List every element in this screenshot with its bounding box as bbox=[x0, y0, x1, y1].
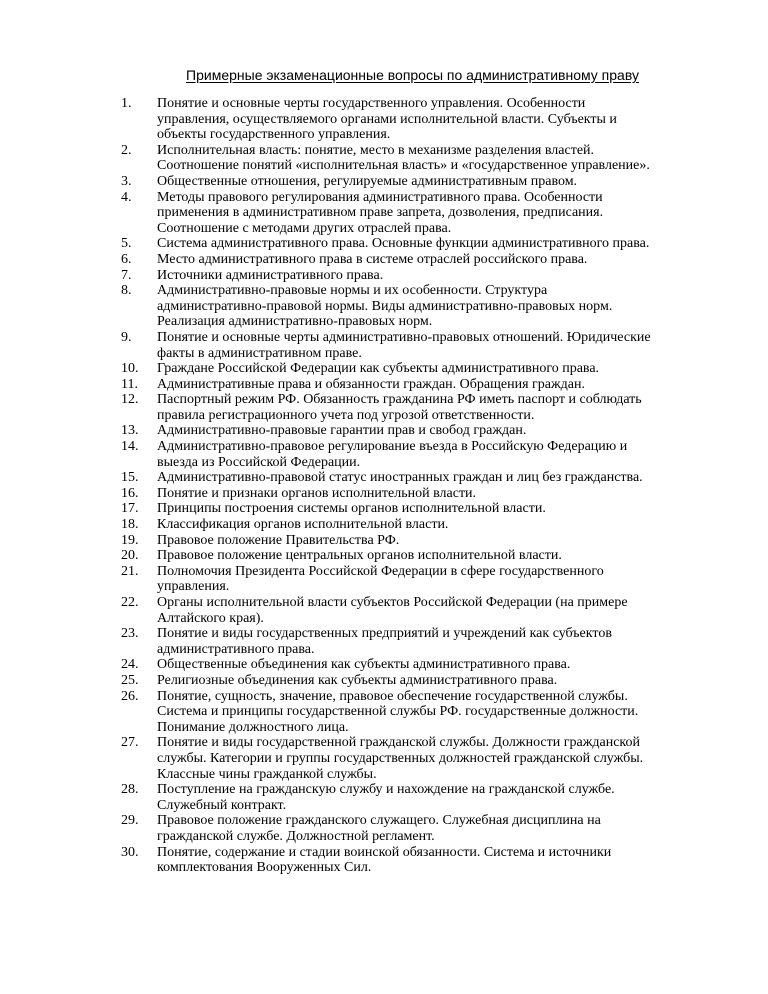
question-item bbox=[121, 533, 711, 549]
question-item bbox=[121, 689, 711, 736]
question-item bbox=[121, 143, 711, 174]
question-number: 11. bbox=[121, 376, 138, 392]
question-item bbox=[121, 486, 711, 502]
question-number: 15. bbox=[121, 470, 139, 486]
question-number: 6. bbox=[121, 251, 132, 267]
question-item bbox=[121, 174, 711, 190]
question-text: Паспортный режим РФ. Обязанность гражданина РФ иметь паспорт и соблюдать правила регистрационного учета под угрозой ответственности. bbox=[157, 392, 642, 423]
question-text: Принципы построения системы органов исполнительной власти. bbox=[157, 501, 546, 517]
question-item bbox=[121, 548, 711, 564]
document-title: Примерные экзаменационные вопросы по административному праву bbox=[186, 67, 639, 83]
question-text: Исполнительная власть: понятие, место в механизме разделения властей. Соотношение понятий «исполнительная власть» и «государственное управление». bbox=[157, 142, 650, 174]
question-text: Поступление на гражданскую службу и нахождение на гражданской службе. Служебный контракт. bbox=[157, 782, 615, 813]
question-number: 17. bbox=[121, 501, 139, 517]
question-item bbox=[121, 268, 711, 284]
question-text: Место административного права в системе отраслей российского права. bbox=[157, 251, 588, 267]
question-text: Органы исполнительной власти субъектов Российской Федерации (на примере Алтайского края). bbox=[157, 595, 628, 626]
question-text: Понятие и признаки органов исполнительной власти. bbox=[157, 485, 477, 501]
question-text: Методы правового регулирования административного права. Особенности применения в административном праве запрета, дозволения, предписания. Соотношение с методами других отраслей права. bbox=[157, 189, 604, 236]
question-item bbox=[121, 813, 711, 844]
question-number: 29. bbox=[121, 813, 139, 829]
question-item bbox=[121, 392, 711, 423]
question-text: Понятие и виды государственной гражданской службы. Должности гражданской службы. Категории и группы государственных должностей гражданской службы. Классные чины гражданкой службы. bbox=[157, 735, 644, 782]
question-text: Правовое положение Правительства РФ. bbox=[157, 532, 400, 548]
question-text: Понятие и основные черты государственного управления. Особенности управления, осуществляемого органами исполнительной власти. Субъекты и объекты государственного управления. bbox=[157, 96, 617, 143]
question-item bbox=[121, 439, 711, 470]
question-item bbox=[121, 517, 711, 533]
question-text: Общественные объединения как субъекты административного права. bbox=[157, 657, 571, 673]
question-text: Административно-правовые гарантии прав и свобод граждан. bbox=[157, 423, 527, 439]
question-item bbox=[121, 735, 711, 782]
question-text: Административно-правовой статус иностранных граждан и лиц без гражданства. bbox=[157, 470, 643, 486]
question-item bbox=[121, 377, 711, 393]
question-number: 14. bbox=[121, 439, 139, 455]
question-text: Административно-правовое регулирование въезда в Российскую Федерацию и выезда из Российской Федерации. bbox=[157, 439, 628, 470]
question-text: Религиозные объединения как субъекты административного права. bbox=[157, 672, 558, 688]
question-number: 1. bbox=[121, 96, 132, 111]
question-item bbox=[121, 252, 711, 268]
question-number: 7. bbox=[121, 267, 132, 283]
question-item bbox=[121, 190, 711, 237]
question-item bbox=[121, 330, 711, 361]
question-text: Источники административного права. bbox=[157, 267, 384, 283]
question-text: Понятие, сущность, значение, правовое обеспечение государственной службы. Система и принципы государственной службы РФ. государственные должности. Понимание должностного лица. bbox=[157, 688, 639, 735]
question-number: 2. bbox=[121, 142, 132, 158]
question-number: 19. bbox=[121, 532, 139, 548]
question-item bbox=[121, 283, 711, 330]
question-number: 5. bbox=[121, 236, 132, 252]
question-text: Административные права и обязанности граждан. Обращения граждан. bbox=[157, 376, 585, 392]
question-text: Понятие, содержание и стадии воинской обязанности. Система и источники комплектования Вооруженных Сил. bbox=[157, 844, 612, 876]
question-text: Правовое положение центральных органов исполнительной власти. bbox=[157, 548, 562, 564]
question-number: 24. bbox=[121, 657, 139, 673]
question-number: 26. bbox=[121, 688, 139, 704]
question-number: 30. bbox=[121, 844, 139, 860]
question-text: Административно-правовые нормы и их особенности. Структура административно-правовой нормы. Виды административно-правовых норм. Реализация административно-правовых норм. bbox=[157, 283, 613, 330]
question-number: 10. bbox=[121, 361, 139, 377]
question-number: 18. bbox=[121, 517, 139, 533]
question-number: 8. bbox=[121, 283, 132, 299]
question-list bbox=[121, 96, 711, 876]
question-number: 13. bbox=[121, 423, 139, 439]
question-number: 27. bbox=[121, 735, 139, 751]
question-item bbox=[121, 673, 711, 689]
question-item bbox=[121, 236, 711, 252]
question-item bbox=[121, 501, 711, 517]
question-text: Система административного права. Основные функции административного права. bbox=[157, 236, 650, 252]
question-text: Понятие и виды государственных предприятий и учреждений как субъектов административного права. bbox=[157, 626, 612, 657]
question-number: 22. bbox=[121, 595, 139, 610]
question-item bbox=[121, 423, 711, 439]
question-number: 28. bbox=[121, 782, 139, 798]
question-item bbox=[121, 361, 711, 377]
question-number: 21. bbox=[121, 563, 139, 579]
question-number: 16. bbox=[121, 485, 139, 501]
question-text: Правовое положение гражданского служащего. Служебная дисциплина на гражданской службе. Должностной регламент. bbox=[157, 813, 601, 844]
question-item bbox=[121, 782, 711, 813]
question-item bbox=[121, 845, 711, 876]
question-number: 3. bbox=[121, 173, 132, 189]
question-text: Классификация органов исполнительной власти. bbox=[157, 517, 449, 533]
question-number: 23. bbox=[121, 626, 139, 642]
question-number: 20. bbox=[121, 548, 139, 564]
question-number: 25. bbox=[121, 672, 139, 688]
question-text: Граждане Российской Федерации как субъекты административного права. bbox=[157, 361, 600, 377]
question-text: Общественные отношения, регулируемые административным правом. bbox=[157, 173, 578, 189]
question-item bbox=[121, 96, 711, 143]
question-number: 9. bbox=[121, 329, 132, 345]
question-number: 4. bbox=[121, 189, 132, 205]
question-item bbox=[121, 595, 711, 626]
question-number: 12. bbox=[121, 392, 139, 408]
question-text: Понятие и основные черты административно-правовых отношений. Юридические факты в административном праве. bbox=[157, 329, 651, 361]
question-text: Полномочия Президента Российской Федерации в сфере государственного управления. bbox=[157, 563, 604, 595]
question-item bbox=[121, 470, 711, 486]
question-item bbox=[121, 564, 711, 595]
question-item bbox=[121, 657, 711, 673]
question-item bbox=[121, 626, 711, 657]
